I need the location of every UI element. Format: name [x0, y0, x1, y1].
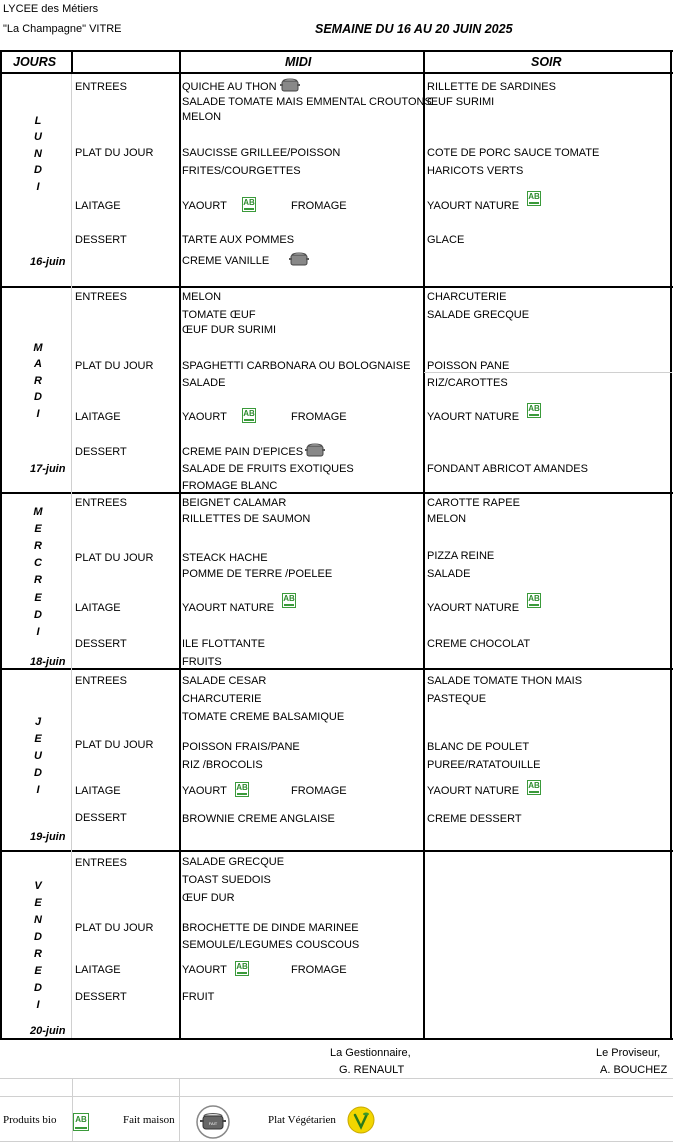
proviseur-name: A. BOUCHEZ [600, 1064, 668, 1076]
menu-item: FROMAGE [291, 785, 347, 797]
menu-item: FROMAGE [291, 411, 347, 423]
menu-item: SALADE [427, 568, 471, 580]
header-jours: JOURS [13, 55, 57, 69]
legend-bio-label: Produits bio [3, 1114, 57, 1126]
menu-item: ŒUF DUR SURIMI [182, 324, 277, 336]
menu-item: BROWNIE CREME ANGLAISE [182, 813, 335, 825]
day-letter: D [34, 609, 42, 621]
label-plat: PLAT DU JOUR [75, 552, 154, 564]
menu-item: ŒUF SURIMI [427, 96, 495, 108]
menu-item: BROCHETTE DE DINDE MARINEE [182, 922, 359, 934]
menu-item: FROMAGE [291, 200, 347, 212]
legend-maison-label: Fait maison [123, 1114, 175, 1126]
menu-item: CREME PAIN D'EPICES [182, 446, 304, 458]
menu-item: YAOURT [182, 200, 227, 212]
menu-item: BLANC DE POULET [427, 741, 530, 753]
day-letter: I [36, 408, 40, 420]
svg-text:FAIT: FAIT [208, 1121, 218, 1126]
day-letter: E [34, 523, 42, 535]
ab-bio-icon: AB [235, 782, 249, 797]
day-date: 16-juin [30, 256, 66, 268]
day-letter: N [34, 914, 42, 926]
menu-item: STEACK HACHE [182, 552, 268, 564]
menu-item: MELON [427, 513, 467, 525]
menu-item: ILE FLOTTANTE [182, 638, 265, 650]
day-letter: R [34, 540, 42, 552]
menu-item: COTE DE PORC SAUCE TOMATE [427, 147, 600, 159]
menu-item: FRUIT [182, 991, 215, 1003]
day-letter: R [34, 375, 42, 387]
day-date: 20-juin [30, 1025, 66, 1037]
day-letter: E [34, 965, 42, 977]
fait-maison-icon [304, 441, 326, 459]
gestionnaire-name: G. RENAULT [339, 1064, 405, 1076]
menu-item: FRITES/COURGETTES [182, 165, 301, 177]
menu-item: PASTEQUE [427, 693, 487, 705]
ab-bio-icon: AB [527, 593, 541, 608]
ab-bio-icon: AB [282, 593, 296, 608]
ab-bio-icon: AB [235, 961, 249, 976]
label-plat: PLAT DU JOUR [75, 360, 154, 372]
label-entrees: ENTREES [75, 497, 127, 509]
label-entrees: ENTREES [75, 81, 127, 93]
menu-item: YAOURT [182, 964, 227, 976]
menu-item: SPAGHETTI CARBONARA OU BOLOGNAISE [182, 360, 411, 372]
label-laitage: LAITAGE [75, 411, 121, 423]
menu-item: MELON [182, 111, 222, 123]
header-midi: MIDI [285, 55, 312, 69]
legend-vege-label: Plat Végétarien [268, 1114, 336, 1126]
school-location: "La Champagne" VITRE [3, 23, 122, 35]
day-date: 19-juin [30, 831, 66, 843]
menu-item: GLACE [427, 234, 465, 246]
day-letter: D [34, 931, 42, 943]
menu-item: TARTE AUX POMMES [182, 234, 295, 246]
menu-item: CREME CHOCOLAT [427, 638, 531, 650]
menu-item: RIZ /BROCOLIS [182, 759, 263, 771]
school-name: LYCEE des Métiers [3, 3, 99, 15]
gestionnaire-title: La Gestionnaire, [330, 1047, 411, 1059]
menu-item: CAROTTE RAPEE [427, 497, 520, 509]
menu-item: SALADE [182, 377, 226, 389]
day-letter: L [34, 115, 42, 127]
label-entrees: ENTREES [75, 291, 127, 303]
label-plat: PLAT DU JOUR [75, 739, 154, 751]
label-laitage: LAITAGE [75, 964, 121, 976]
menu-item: SALADE CESAR [182, 675, 267, 687]
menu-item: CREME DESSERT [427, 813, 522, 825]
menu-item: BEIGNET CALAMAR [182, 497, 287, 509]
ab-bio-icon: AB [527, 780, 541, 795]
menu-item: QUICHE AU THON [182, 81, 277, 93]
menu-item: SALADE DE FRUITS EXOTIQUES [182, 463, 354, 475]
label-laitage: LAITAGE [75, 785, 121, 797]
menu-item: RIZ/CAROTTES [427, 377, 508, 389]
day-letter: D [34, 391, 42, 403]
label-dessert: DESSERT [75, 446, 127, 458]
day-letter: I [36, 181, 40, 193]
day-letter: I [36, 626, 40, 638]
day-letter: J [34, 716, 42, 728]
menu-item: TOAST SUEDOIS [182, 874, 271, 886]
label-entrees: ENTREES [75, 857, 127, 869]
day-letter: R [34, 574, 42, 586]
menu-item: YAOURT NATURE [427, 602, 520, 614]
ab-bio-icon: AB [527, 403, 541, 418]
fait-maison-icon [288, 250, 310, 268]
menu-item: FONDANT ABRICOT AMANDES [427, 463, 588, 475]
label-laitage: LAITAGE [75, 200, 121, 212]
menu-item: YAOURT NATURE [182, 602, 275, 614]
ab-bio-icon: AB [242, 197, 256, 212]
label-dessert: DESSERT [75, 991, 127, 1003]
vegetarian-v-icon [347, 1106, 375, 1134]
menu-item: CHARCUTERIE [427, 291, 507, 303]
day-letter: I [36, 999, 40, 1011]
menu-item: YAOURT NATURE [427, 200, 520, 212]
menu-item: YAOURT [182, 785, 227, 797]
day-letter: E [34, 897, 42, 909]
ab-bio-icon: AB [73, 1113, 89, 1131]
label-dessert: DESSERT [75, 234, 127, 246]
menu-item: CHARCUTERIE [182, 693, 262, 705]
menu-item: FROMAGE [291, 964, 347, 976]
menu-item: ŒUF DUR [182, 892, 235, 904]
menu-item: TOMATE ŒUF [182, 309, 256, 321]
menu-item: SEMOULE/LEGUMES COUSCOUS [182, 939, 360, 951]
menu-item: YAOURT NATURE [427, 785, 520, 797]
day-letter: N [34, 148, 42, 160]
header-soir: SOIR [531, 55, 562, 69]
menu-item: HARICOTS VERTS [427, 165, 524, 177]
label-dessert: DESSERT [75, 812, 127, 824]
menu-item: SALADE GRECQUE [182, 856, 285, 868]
fait-maison-icon [196, 1105, 230, 1139]
proviseur-title: Le Proviseur, [596, 1047, 661, 1059]
day-letter: C [34, 557, 42, 569]
day-letter: E [34, 733, 42, 745]
day-letter: E [34, 592, 42, 604]
day-letter: M [33, 506, 43, 518]
menu-item: YAOURT [182, 411, 227, 423]
label-entrees: ENTREES [75, 675, 127, 687]
label-laitage: LAITAGE [75, 602, 121, 614]
day-letter: U [34, 750, 42, 762]
day-letter: R [34, 948, 42, 960]
day-letter: M [33, 342, 43, 354]
day-letter: D [34, 982, 42, 994]
menu-item: POISSON PANE [427, 360, 510, 372]
menu-item: FROMAGE BLANC [182, 480, 278, 492]
day-letter: U [34, 131, 42, 143]
menu-item: RILLETTES DE SAUMON [182, 513, 311, 525]
week-title: SEMAINE DU 16 AU 20 JUIN 2025 [315, 22, 513, 36]
day-letter: D [34, 767, 42, 779]
menu-item: CREME VANILLE [182, 255, 270, 267]
menu-item: MELON [182, 291, 222, 303]
menu-item: POMME DE TERRE /POELEE [182, 568, 333, 580]
day-date: 17-juin [30, 463, 66, 475]
fait-maison-icon [279, 76, 301, 94]
menu-item: YAOURT NATURE [427, 411, 520, 423]
menu-item: SALADE TOMATE MAIS EMMENTAL CROUTONS [182, 96, 432, 108]
menu-item: FRUITS [182, 656, 222, 668]
label-plat: PLAT DU JOUR [75, 922, 154, 934]
day-letter: A [34, 358, 42, 370]
menu-item: RILLETTE DE SARDINES [427, 81, 556, 93]
day-letter: I [36, 784, 40, 796]
label-dessert: DESSERT [75, 638, 127, 650]
day-letter: V [34, 880, 42, 892]
ab-bio-icon: AB [527, 191, 541, 206]
menu-item: POISSON FRAIS/PANE [182, 741, 300, 753]
label-plat: PLAT DU JOUR [75, 147, 154, 159]
menu-item: TOMATE CREME BALSAMIQUE [182, 711, 345, 723]
menu-item: SALADE TOMATE THON MAIS [427, 675, 583, 687]
ab-bio-icon: AB [242, 408, 256, 423]
menu-item: SAUCISSE GRILLEE/POISSON [182, 147, 341, 159]
menu-item: PIZZA REINE [427, 550, 495, 562]
menu-item: PUREE/RATATOUILLE [427, 759, 541, 771]
menu-item: SALADE GRECQUE [427, 309, 530, 321]
day-letter: D [34, 164, 42, 176]
day-date: 18-juin [30, 656, 66, 668]
